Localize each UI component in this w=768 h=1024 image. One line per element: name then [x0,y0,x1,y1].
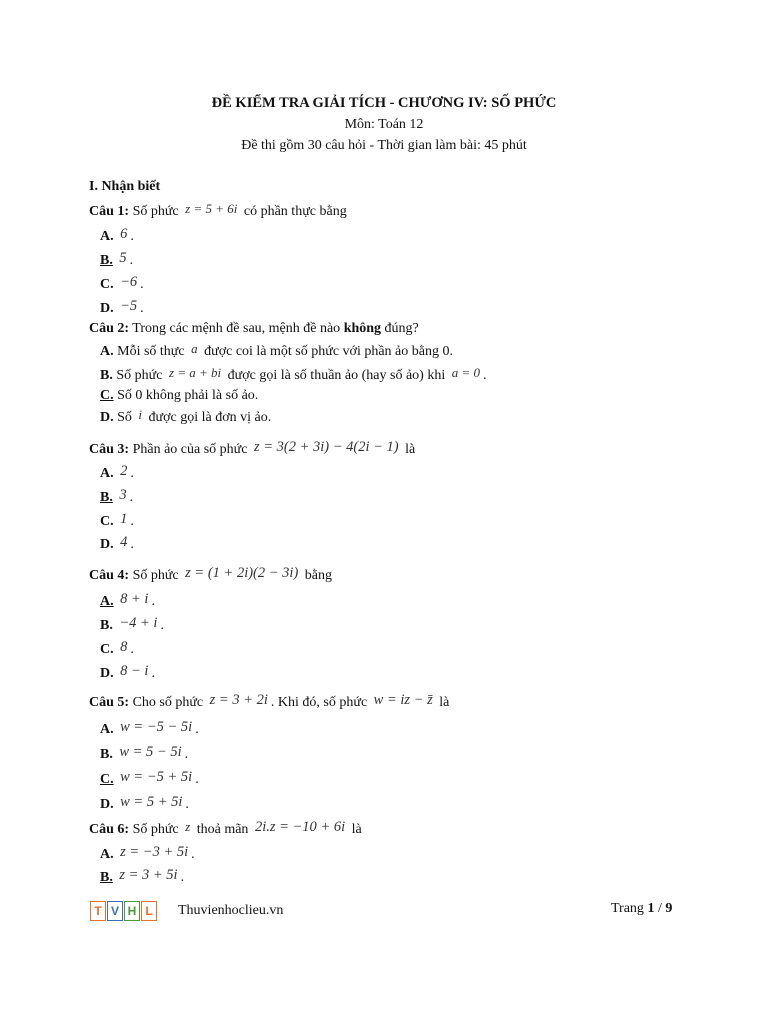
option-text: . [483,368,487,383]
option-text: Mỗi số thực [113,344,189,359]
option-suffix: . [130,229,134,244]
option-letter: B. [100,747,113,762]
option-suffix: . [195,772,199,787]
option-b [100,868,184,887]
math-expression: a [191,341,198,356]
emphasis-text: không [343,321,382,336]
question-text: Số phức [129,568,183,583]
option-letter: C. [100,388,114,403]
option-d [100,795,189,814]
option-suffix: . [140,277,144,292]
math-expression: z = 3 + 2i [209,692,268,708]
question-label: Câu 3: [89,442,130,457]
question-text: là [435,695,450,710]
option-text: Số 0 không phải là số ảo. [113,388,259,403]
option-a [100,464,134,483]
question-text: Phần ảo của số phức [129,442,251,457]
question-text: . Khi đó, số phức [270,695,371,710]
math-expression: w = −5 − 5i [120,719,193,735]
option-letter: C. [100,642,114,657]
page-prefix: Trang [611,901,648,916]
option-letter: B. [100,618,113,633]
option-letter: A. [100,229,114,244]
option-b [100,251,133,270]
option-suffix: . [130,514,134,529]
option-letter: B. [100,490,113,505]
site-name: Thuvienhoclieu.vn [178,903,284,918]
option-text: được coi là một số phức với phần ảo bằng 0. [200,344,453,359]
math-expression: 1 [120,511,128,527]
math-expression: z = a + bi [168,365,222,380]
math-expression: w = 5 + 5i [120,794,183,810]
page-separator: / [654,901,666,916]
math-expression: 8 − i [120,663,149,679]
option-letter: D. [100,301,114,316]
option-c [100,770,199,789]
option-suffix: . [129,490,134,505]
option-letter: A. [100,344,114,359]
question-label: Câu 2: [89,321,130,336]
math-expression: z = −3 + 5i [120,844,189,860]
option-text: được gọi là số thuần ảo (hay số ảo) khi [224,368,449,383]
option-letter: A. [100,722,114,737]
math-expression: i [138,407,143,422]
math-expression: z = (1 + 2i)(2 − 3i) [185,565,299,581]
question-label: Câu 5: [89,695,130,710]
option-d [100,664,155,683]
option-c [100,640,134,659]
page-total: 9 [665,901,673,916]
math-expression: 3 [119,487,127,503]
math-expression: −4 + i [119,615,158,631]
math-expression: w = iz − z̄ [373,692,433,708]
math-expression: z = 3 + 5i [119,867,178,883]
math-expression: z [185,819,191,834]
math-expression: w = −5 + 5i [120,769,193,785]
option-suffix: . [180,870,185,885]
question-2 [89,320,419,338]
math-expression: 5 [119,250,127,266]
option-letter: C. [100,772,114,787]
option-letter: D. [100,666,114,681]
option-a [100,845,195,864]
option-suffix: . [140,301,144,316]
option-letter: C. [100,277,114,292]
question-4 [89,566,332,585]
math-expression: 8 + i [120,591,149,607]
question-text: có phần thực bằng [240,204,347,219]
question-text: Trong các mệnh đề sau, mệnh đề nào [129,321,344,336]
exam-info: Đề thi gồm 30 câu hỏi - Thời gian làm bài: 45 phút [241,138,527,153]
math-expression: 2i.z = −10 + 6i [254,819,346,835]
logo-letter: L [141,901,157,921]
question-text: Số phức [129,822,183,837]
option-letter: A. [100,466,114,481]
math-expression: z = 3(2 + 3i) − 4(2i − 1) [253,439,399,455]
option-d [100,535,134,554]
section-heading: I. Nhận biết [89,179,161,194]
math-expression: 6 [120,226,128,242]
option-text: Số [113,410,136,425]
question-text: là [348,822,362,837]
question-label: Câu 6: [89,822,130,837]
option-suffix: . [130,537,134,552]
question-5 [89,693,449,712]
option-text: được gọi là đơn vị ảo. [145,410,272,425]
math-expression: w = 5 − 5i [119,744,182,760]
option-letter: C. [100,514,114,529]
math-expression: −5 [120,298,138,314]
math-expression: 2 [120,463,128,479]
option-b [100,745,188,764]
exam-title: ĐỀ KIỂM TRA GIẢI TÍCH - CHƯƠNG IV: SỐ PHỨC [211,95,557,111]
question-text: bằng [301,568,332,583]
logo-letter: T [90,901,106,921]
logo-letter: H [124,901,140,921]
option-b [100,366,487,385]
option-suffix: . [130,642,134,657]
option-letter: B. [100,253,113,268]
option-suffix: . [184,747,189,762]
math-expression: a = 0 [451,365,480,380]
option-suffix: . [160,618,164,633]
math-expression: −6 [120,274,138,290]
math-expression: 4 [120,534,128,550]
question-text: Cho số phức [129,695,207,710]
question-text: là [401,442,416,457]
option-letter: B. [100,368,113,383]
question-label: Câu 4: [89,568,130,583]
question-text: thoả mãn [193,822,252,837]
option-suffix: . [151,666,155,681]
option-letter: A. [100,594,114,609]
question-1 [89,202,347,221]
option-a [100,592,155,611]
math-expression: 8 [120,639,128,655]
question-label: Câu 1: [89,204,130,219]
option-suffix: . [129,253,134,268]
option-b [100,488,133,507]
option-c [100,275,144,294]
question-text: đúng? [381,321,419,336]
option-suffix: . [195,722,199,737]
option-suffix: . [130,466,134,481]
page-indicator [611,901,672,917]
option-letter: B. [100,870,113,885]
option-letter: A. [100,847,114,862]
option-c [100,512,134,531]
option-suffix: . [191,847,195,862]
option-d [100,299,144,318]
tvhl-logo [90,901,158,921]
page-current: 1 [647,901,655,916]
option-b [100,616,164,635]
option-c [100,387,258,405]
logo-letter: V [107,901,123,921]
question-3 [89,440,415,459]
option-a [100,227,134,246]
option-letter: D. [100,797,114,812]
question-text: Số phức [129,204,183,219]
option-letter: D. [100,537,114,552]
question-6 [89,820,362,839]
option-a [100,720,199,739]
option-letter: D. [100,410,114,425]
option-text: Số phức [112,368,166,383]
option-a [100,342,453,361]
option-d [100,408,271,427]
option-suffix: . [151,594,155,609]
math-expression: z = 5 + 6i [185,201,238,216]
exam-subject: Môn: Toán 12 [344,117,424,132]
option-suffix: . [185,797,189,812]
